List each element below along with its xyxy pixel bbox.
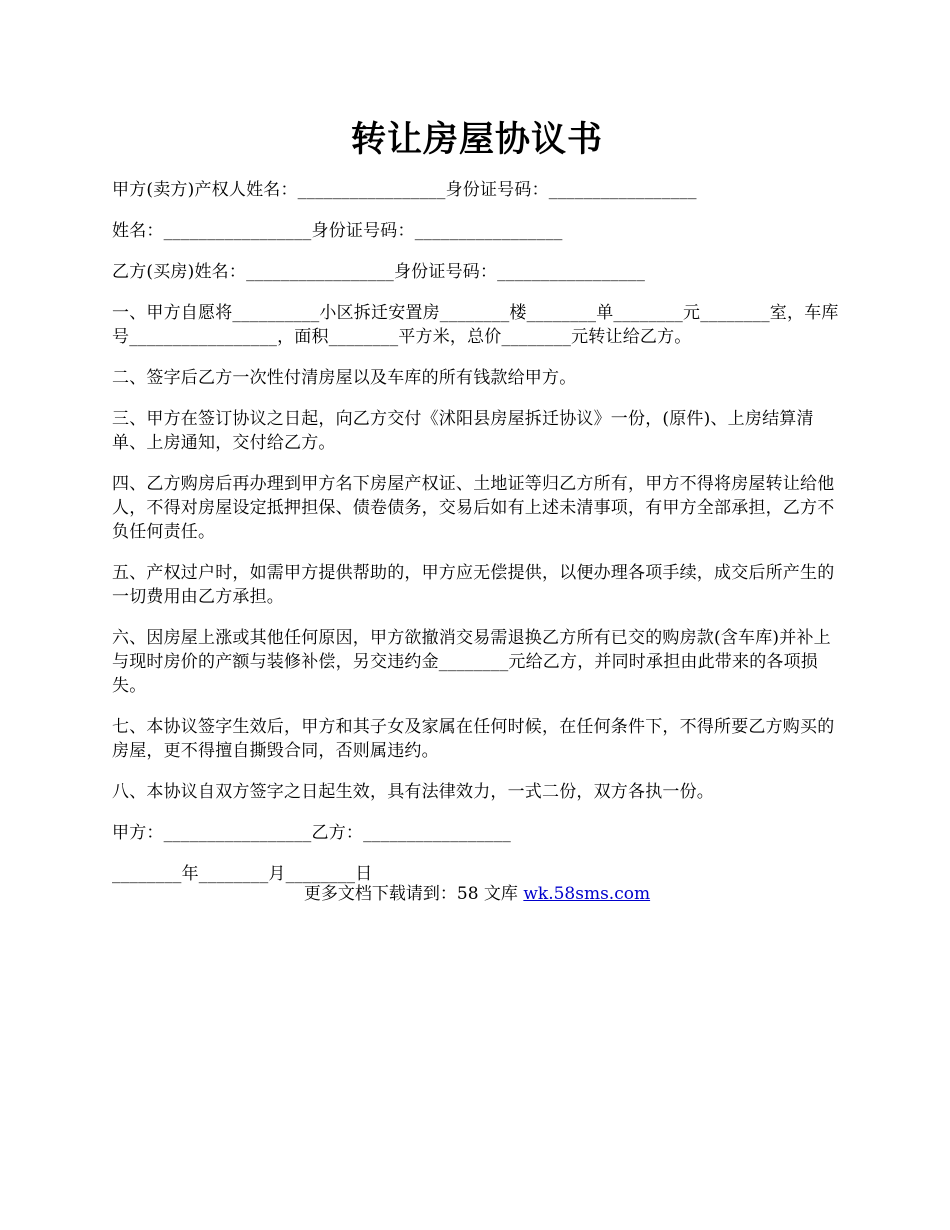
party-a-seller-line: 甲方(卖方)产权人姓名：_________________身份证号码：_________________	[112, 180, 697, 200]
party-b-buyer-line: 乙方(买房)姓名：_________________身份证号码：_________________	[112, 262, 646, 282]
clause-3: 三、甲方在签订协议之日起，向乙方交付《沭阳县房屋拆迁协议》一份，(原件)、上房结算清单、上房通知，交付给乙方。	[112, 409, 814, 453]
clause-8: 八、本协议自双方签字之日起生效，具有法律效力，一式二份，双方各执一份。	[112, 782, 714, 802]
footer-link[interactable]: wk.58sms.com	[523, 884, 651, 904]
clause-5: 五、产权过户时，如需甲方提供帮助的，甲方应无偿提供，以便办理各项手续，成交后所产生的一切费用由乙方承担。	[112, 563, 835, 607]
clause-4: 四、乙方购房后再办理到甲方名下房屋产权证、土地证等归乙方所有，甲方不得将房屋转让给他人，不得对房屋设定抵押担保、债卷债务，交易后如有上述未清事项，有甲方全部承担，乙方不负任何责任。	[112, 474, 835, 542]
document-title: 转让房屋协议书	[350, 119, 603, 160]
footer-text: 更多文档下载请到：58 文库	[303, 884, 524, 904]
signature-line: 甲方：_________________乙方：_________________	[112, 823, 511, 843]
document-body	[112, 178, 842, 903]
download-footer	[112, 882, 842, 906]
clause-2: 二、签字后乙方一次性付清房屋以及车库的所有钱款给甲方。	[112, 368, 577, 388]
clause-7: 七、本协议签字生效后，甲方和其子女及家属在任何时候，在任何条件下，不得所要乙方购买的房屋，更不得擅自撕毁合同，否则属违约。	[112, 717, 835, 761]
clause-6: 六、因房屋上涨或其他任何原因，甲方欲撤消交易需退换乙方所有已交的购房款(含车库)并补上与现时房价的产额与装修补偿，另交违约金________元给乙方，并同时承担由此带来的各项损失。	[112, 628, 831, 696]
date-line: ________年________月________日	[112, 864, 373, 884]
party-a-second-name-line: 姓名：_________________身份证号码：_________________	[112, 221, 563, 241]
clause-1: 一、甲方自愿将__________小区拆迁安置房________楼________单________元________室，车库号_________________，面积________平方米，总价________元转让给乙方。	[112, 303, 839, 347]
